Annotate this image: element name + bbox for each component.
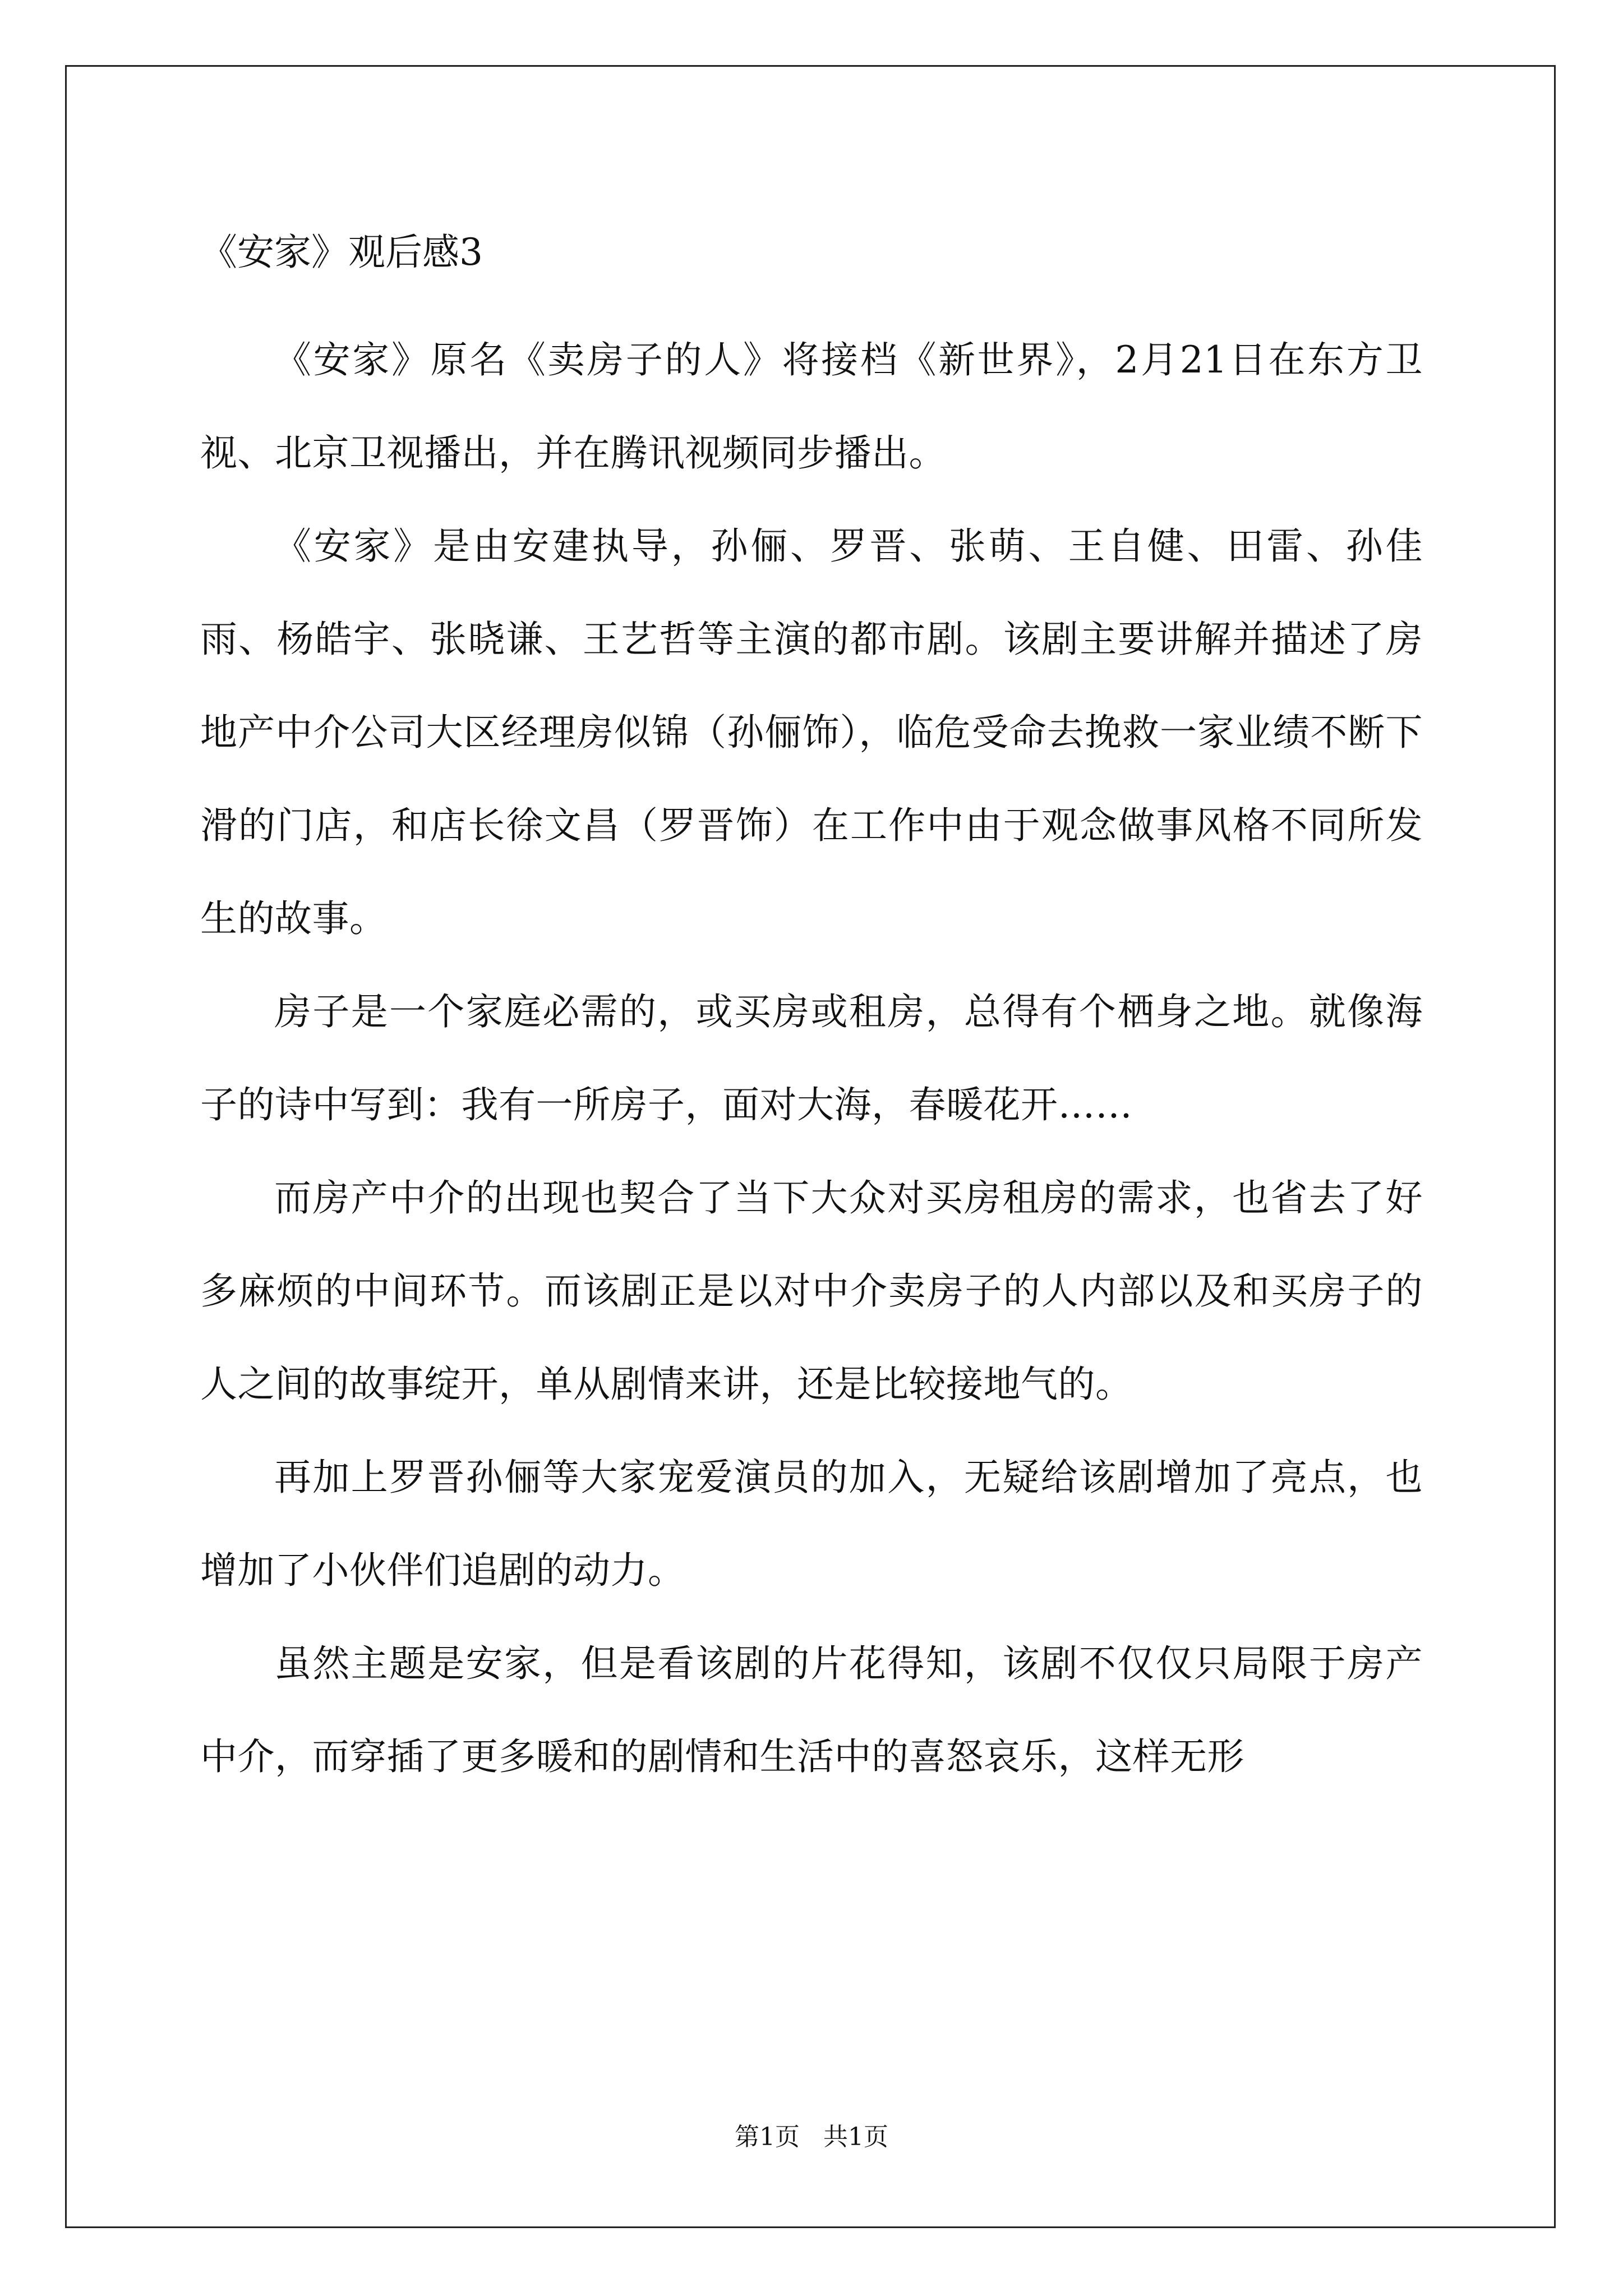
paragraph-5: 再加上罗晋孙俪等大家宠爱演员的加入，无疑给该剧增加了亮点，也增加了小伙伴们追剧的动力。 xyxy=(200,1456,1423,1592)
paragraph-1: 《安家》原名《卖房子的人》将接档《新世界》，2月21日在东方卫视、北京卫视播出，并在腾讯视频同步播出。 xyxy=(200,338,1423,475)
document-body xyxy=(200,220,1423,1803)
document-title: 《安家》观后感3 xyxy=(200,231,483,274)
paragraph-2: 《安家》是由安建执导，孙俪、罗晋、张萌、王自健、田雷、孙佳雨、杨皓宇、张晓谦、王艺哲等主演的都市剧。该剧主要讲解并描述了房地产中介公司大区经理房似锦（孙俪饰），临危受命去挽救一家业绩不断下滑的门店，和店长徐文昌（罗晋饰）在工作中由于观念做事风格不同所发生的故事。 xyxy=(200,524,1423,940)
page-footer: 第1页 共1页 xyxy=(735,2123,888,2151)
paragraph-3: 房子是一个家庭必需的，或买房或租房，总得有个栖身之地。就像海子的诗中写到：我有一所房子，面对大海，春暖花开…… xyxy=(200,990,1423,1126)
paragraph-6: 虽然主题是安家，但是看该剧的片花得知，该剧不仅仅只局限于房产中介，而穿插了更多暖和的剧情和生活中的喜怒哀乐，这样无形 xyxy=(200,1642,1423,1778)
paragraph-4: 而房产中介的出现也契合了当下大众对买房租房的需求，也省去了好多麻烦的中间环节。而该剧正是以对中介卖房子的人内部以及和买房子的人之间的故事绽开，单从剧情来讲，还是比较接地气的。 xyxy=(200,1176,1423,1406)
